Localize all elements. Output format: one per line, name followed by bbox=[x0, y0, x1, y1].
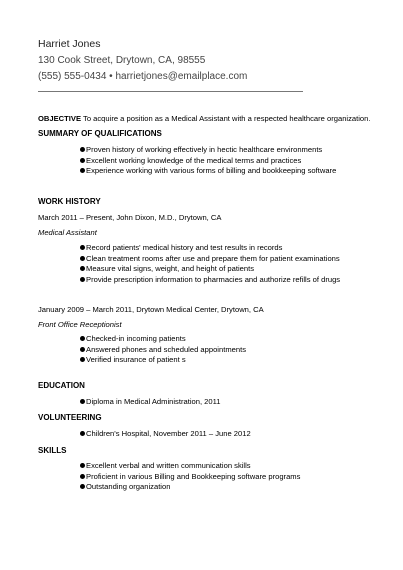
bullet-icon bbox=[80, 431, 85, 436]
bullet-icon bbox=[80, 245, 85, 250]
bullet-icon bbox=[80, 256, 85, 261]
job-1-dates-employer: March 2011 – Present, John Dixon, M.D., Drytown, CA bbox=[38, 213, 222, 222]
skills-list bbox=[80, 461, 300, 493]
bullet-icon bbox=[80, 266, 85, 271]
list-item: Verified insurance of patient s bbox=[80, 355, 246, 366]
address-line: 130 Cook Street, Drytown, CA, 98555 bbox=[38, 55, 206, 66]
list-item: Outstanding organization bbox=[80, 482, 300, 493]
list-item: Proven history of working effectively in hectic healthcare environments bbox=[80, 145, 336, 156]
bullet-icon bbox=[80, 463, 85, 468]
list-item: Excellent verbal and written communication skills bbox=[80, 461, 300, 472]
list-item: Excellent working knowledge of the medical terms and practices bbox=[80, 156, 336, 167]
bullet-icon bbox=[80, 347, 85, 352]
bullet-icon bbox=[80, 484, 85, 489]
work-history-heading: WORK HISTORY bbox=[38, 197, 101, 206]
job-2-duties bbox=[80, 334, 246, 366]
bullet-icon bbox=[80, 147, 85, 152]
list-item: Answered phones and scheduled appointments bbox=[80, 345, 246, 356]
bullet-icon bbox=[80, 399, 85, 404]
job-2-title: Front Office Receptionist bbox=[38, 320, 122, 329]
list-item: Checked-in incoming patients bbox=[80, 334, 246, 345]
education-list bbox=[80, 397, 221, 408]
skills-heading: SKILLS bbox=[38, 446, 67, 455]
list-item: Experience working with various forms of billing and bookkeeping software bbox=[80, 166, 336, 177]
objective-text: To acquire a position as a Medical Assistant with a respected healthcare organization. bbox=[83, 114, 371, 123]
bullet-icon bbox=[80, 474, 85, 479]
objective-label: OBJECTIVE bbox=[38, 114, 82, 123]
email-address: harrietjones@emailplace.com bbox=[115, 71, 248, 82]
list-item: Clean treatment rooms after use and prepare them for patient examinations bbox=[80, 254, 340, 265]
list-item: Children's Hospital, November 2011 – June 2012 bbox=[80, 429, 251, 440]
list-item: Provide prescription information to pharmacies and authorize refills of drugs bbox=[80, 275, 340, 286]
bullet-icon bbox=[80, 277, 85, 282]
list-item: Diploma in Medical Administration, 2011 bbox=[80, 397, 221, 408]
objective-line bbox=[38, 114, 371, 123]
separator-bullet: • bbox=[109, 71, 113, 82]
volunteering-list bbox=[80, 429, 251, 440]
applicant-name: Harriet Jones bbox=[38, 38, 101, 50]
list-item: Record patients' medical history and test results in records bbox=[80, 243, 340, 254]
qualifications-list bbox=[80, 145, 336, 177]
bullet-icon bbox=[80, 158, 85, 163]
job-2-dates-employer: January 2009 – March 2011, Drytown Medical Center, Drytown, CA bbox=[38, 305, 264, 314]
list-item: Measure vital signs, weight, and height of patients bbox=[80, 264, 340, 275]
qualifications-heading: SUMMARY OF QUALIFICATIONS bbox=[38, 129, 162, 138]
header-divider bbox=[38, 91, 303, 92]
list-item: Proficient in various Billing and Bookkeeping software programs bbox=[80, 472, 300, 483]
education-heading: EDUCATION bbox=[38, 381, 85, 390]
bullet-icon bbox=[80, 336, 85, 341]
job-1-duties bbox=[80, 243, 340, 285]
contact-line bbox=[38, 71, 247, 82]
volunteering-heading: VOLUNTEERING bbox=[38, 413, 102, 422]
bullet-icon bbox=[80, 357, 85, 362]
phone-number: (555) 555-0434 bbox=[38, 71, 107, 82]
bullet-icon bbox=[80, 168, 85, 173]
job-1-title: Medical Assistant bbox=[38, 228, 97, 237]
